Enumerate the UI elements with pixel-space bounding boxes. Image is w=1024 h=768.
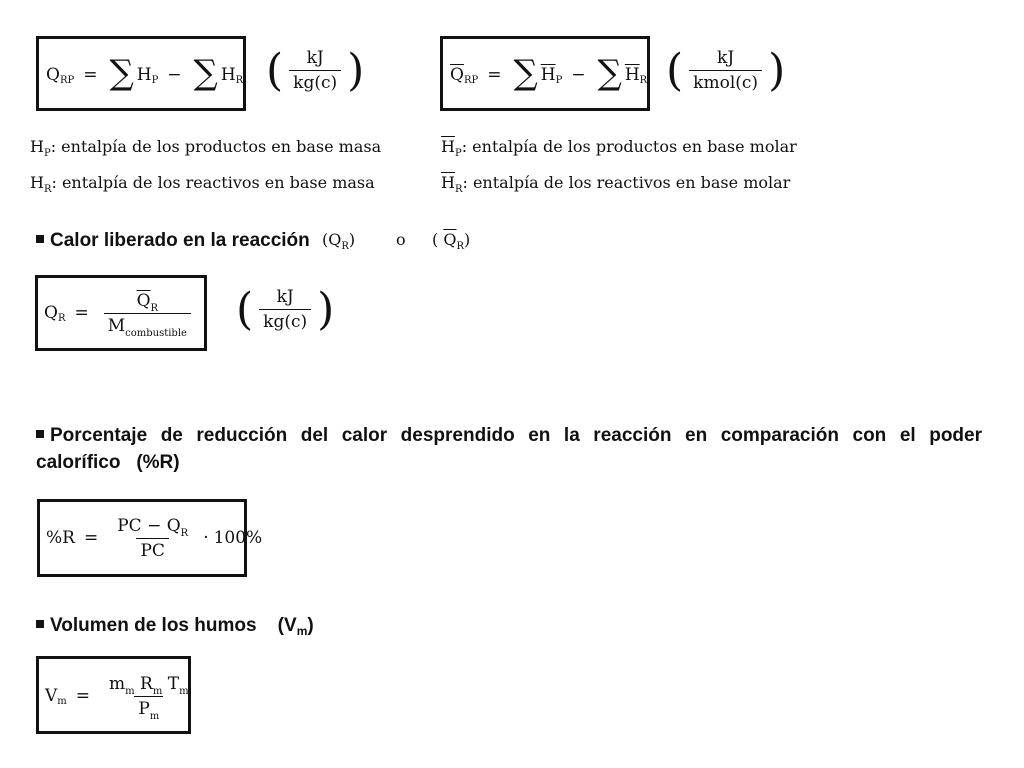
unit-kj-per-kmol bbox=[666, 44, 786, 96]
equation-enthalpy-balance-mass bbox=[46, 52, 243, 98]
unit-numerator: kJ bbox=[276, 287, 294, 307]
heading-text: Calor liberado en la reacción bbox=[50, 230, 310, 251]
subscript: combustible bbox=[125, 327, 187, 339]
symbol-q: Q bbox=[166, 515, 181, 536]
symbol-m: m bbox=[109, 673, 126, 694]
equation-enthalpy-balance-molar bbox=[450, 52, 647, 98]
right-paren: ) bbox=[317, 283, 335, 335]
fraction bbox=[104, 290, 191, 339]
sum-sign: ∑ bbox=[109, 53, 134, 93]
inline-symbol-qr-bar: ( $\overline{Q}_R$) bbox=[432, 230, 471, 252]
symbol-h: H bbox=[136, 65, 152, 85]
unit-denominator: kg(c) bbox=[259, 309, 311, 332]
symbol-h-bar: $\overline{H}$ bbox=[624, 65, 640, 85]
denominator: PC bbox=[136, 538, 168, 561]
numerator bbox=[113, 516, 192, 538]
definition-text: : entalpía de los reactivos en base molar bbox=[462, 173, 791, 192]
unit-kj-per-kg-section1 bbox=[236, 283, 335, 335]
subscript: R bbox=[235, 74, 244, 86]
symbol-m: M bbox=[107, 315, 126, 336]
symbol-percent-r: %R bbox=[46, 528, 75, 548]
subscript: P bbox=[555, 74, 563, 86]
subscript: m bbox=[125, 685, 135, 697]
definition-text: : entalpía de los productos en base masa bbox=[50, 137, 382, 156]
symbol-q: Q bbox=[46, 65, 60, 85]
equals-sign: = bbox=[83, 528, 99, 548]
equals-sign: = bbox=[83, 65, 98, 85]
subscript: m bbox=[179, 685, 189, 697]
section-heading-flue-gas-volume: Volumen de los humos $(V_m)$ bbox=[36, 615, 314, 637]
symbol-r: R bbox=[140, 673, 153, 694]
minus-sign: − bbox=[147, 515, 162, 536]
fraction bbox=[113, 516, 192, 561]
unit-denominator: kg(c) bbox=[289, 70, 341, 93]
symbol-h: H bbox=[30, 137, 44, 156]
unit-fraction bbox=[689, 48, 762, 93]
unit-numerator: kJ bbox=[717, 48, 735, 68]
subscript: P bbox=[454, 148, 462, 159]
definition-hp-mass bbox=[30, 137, 382, 159]
symbol-pc: PC bbox=[117, 515, 142, 536]
numerator bbox=[105, 674, 193, 696]
equation-heat-released bbox=[44, 287, 197, 339]
inline-symbol-qr: $(Q_R)$ bbox=[322, 230, 356, 252]
symbol-h: H bbox=[30, 173, 44, 192]
subscript: m bbox=[296, 624, 308, 638]
subscript: R bbox=[180, 527, 189, 539]
definition-hr-molar bbox=[441, 173, 791, 195]
unit-denominator: kmol(c) bbox=[689, 70, 762, 93]
symbol-q-bar: $\overline{Q}$ bbox=[136, 290, 151, 311]
subscript: R bbox=[639, 74, 648, 86]
subscript: R bbox=[57, 312, 66, 324]
definition-hr-mass bbox=[30, 173, 375, 195]
section-heading-heat-reduction bbox=[36, 422, 982, 476]
equation-percent-reduction bbox=[46, 512, 262, 564]
symbol-v: V bbox=[284, 615, 297, 636]
subscript: m bbox=[152, 685, 163, 697]
equals-sign: = bbox=[75, 686, 91, 706]
symbol-h: H bbox=[220, 65, 236, 85]
symbol-h-bar: $\overline{H}$ bbox=[441, 173, 455, 192]
section-heading-heat-released bbox=[36, 230, 310, 252]
bullet-square-icon bbox=[36, 620, 44, 628]
subscript: R bbox=[454, 184, 463, 195]
left-paren: ( bbox=[666, 44, 684, 96]
equation-flue-gas-volume bbox=[45, 670, 199, 722]
heading-suffix: (%R) bbox=[136, 452, 180, 473]
subscript: R bbox=[43, 184, 52, 195]
heading-text: Volumen de los humos bbox=[50, 615, 257, 636]
definition-text: : entalpía de los reactivos en base masa bbox=[51, 173, 375, 192]
inline-or-text: o bbox=[396, 230, 406, 249]
heading-text: Porcentaje de reducción del calor desprendido en la reacción en comparación con el poder calorífico bbox=[36, 425, 982, 473]
subscript: P bbox=[151, 74, 159, 86]
definition-hp-molar bbox=[441, 137, 797, 159]
sum-sign: ∑ bbox=[513, 53, 538, 93]
symbol-q: Q bbox=[328, 230, 342, 249]
unit-fraction bbox=[289, 48, 341, 93]
numerator bbox=[133, 291, 162, 313]
right-paren: ) bbox=[768, 44, 786, 96]
equals-sign: = bbox=[74, 303, 89, 323]
left-paren: ( bbox=[236, 283, 254, 335]
symbol-h-bar: $\overline{H}$ bbox=[540, 65, 556, 85]
symbol-q-bar: $\overline{Q}$ bbox=[450, 65, 464, 85]
sum-sign: ∑ bbox=[597, 53, 622, 93]
right-paren: ) bbox=[347, 44, 365, 96]
unit-numerator: kJ bbox=[306, 48, 324, 68]
equals-sign: = bbox=[487, 65, 502, 85]
unit-kj-per-kg bbox=[266, 44, 365, 96]
subscript: m bbox=[57, 695, 67, 707]
value-100-percent: 100% bbox=[213, 528, 263, 548]
denominator bbox=[134, 696, 163, 722]
subscript: P bbox=[43, 148, 51, 159]
minus-sign: − bbox=[571, 65, 586, 85]
symbol-t: T bbox=[167, 673, 180, 694]
bullet-square-icon bbox=[36, 430, 44, 438]
subscript: RP bbox=[463, 74, 479, 86]
symbol-q-bar: $\overline{Q}$ bbox=[443, 230, 457, 249]
bullet-square-icon bbox=[36, 235, 44, 243]
times-sign: · bbox=[203, 528, 209, 548]
symbol-h-bar: $\overline{H}$ bbox=[441, 137, 455, 156]
subscript: RP bbox=[59, 74, 75, 86]
unit-fraction bbox=[259, 287, 311, 332]
denominator bbox=[104, 313, 191, 339]
symbol-q: Q bbox=[44, 303, 58, 323]
subscript: R bbox=[150, 302, 159, 314]
left-paren: ( bbox=[266, 44, 284, 96]
sum-sign: ∑ bbox=[193, 53, 218, 93]
subscript: R bbox=[456, 241, 464, 252]
symbol-p: P bbox=[138, 698, 150, 719]
definition-text: : entalpía de los productos en base molar bbox=[461, 137, 797, 156]
symbol-v: V bbox=[45, 686, 58, 706]
subscript: m bbox=[149, 710, 160, 722]
subscript: R bbox=[341, 241, 349, 252]
minus-sign: − bbox=[167, 65, 182, 85]
fraction bbox=[105, 673, 193, 722]
